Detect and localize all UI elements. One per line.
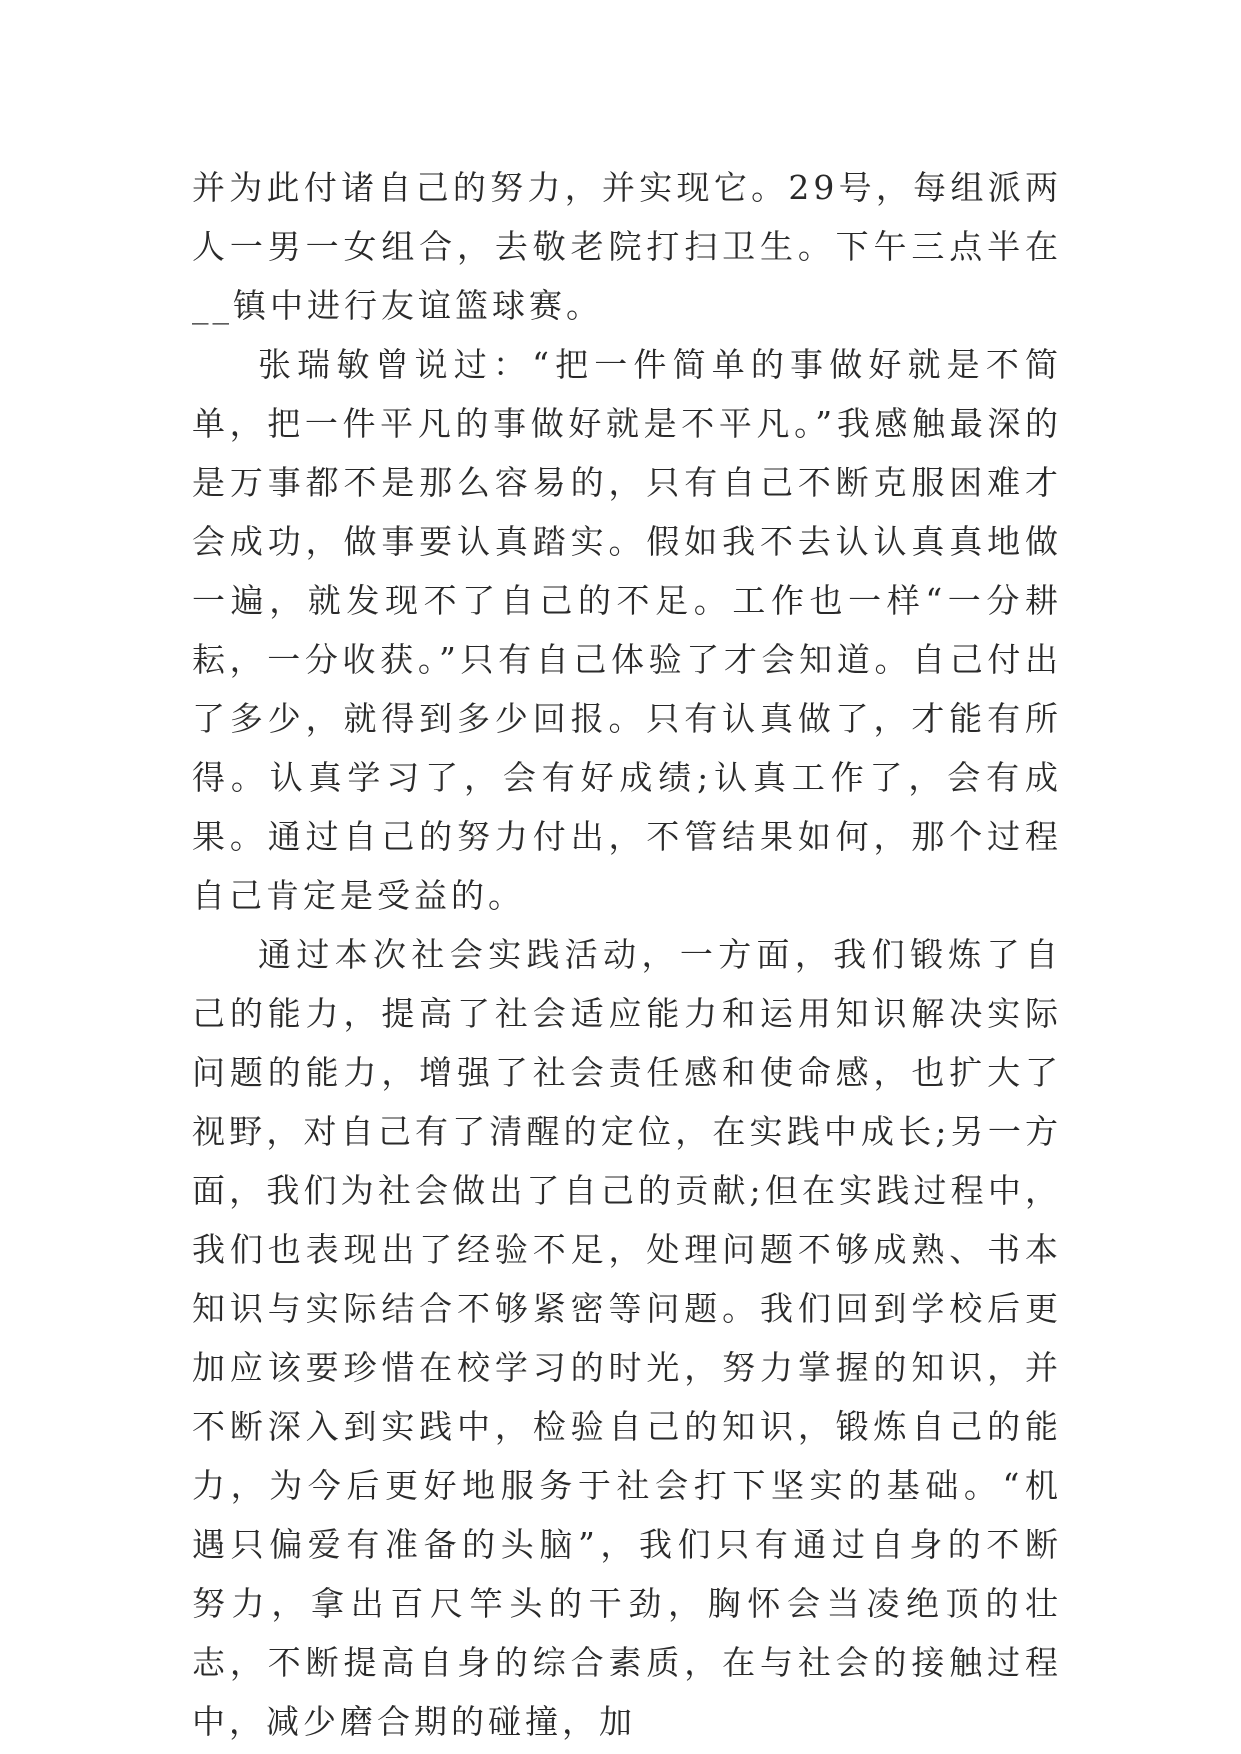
paragraph-zhang-ruimin-quote: 张瑞敏曾说过：“把一件简单的事做好就是不简单，把一件平凡的事做好就是不平凡。”我感触最深的是万事都不是那么容易的，只有自己不断克服困难才会成功，做事要认真踏实。假如我不去认认真真地做一遍，就发现不了自己的不足。工作也一样“一分耕耘，一分收获。”只有自己体验了才会知道。自己付出了多少，就得到多少回报。只有认真做了，才能有所得。认真学习了，会有好成绩;认真工作了，会有成果。通过自己的努力付出，不管结果如何，那个过程自己肯定是受益的。 [192,345,1062,915]
paragraph-social-practice-summary: 通过本次社会实践活动，一方面，我们锻炼了自己的能力，提高了社会适应能力和运用知识解决实际问题的能力，增强了社会责任感和使命感，也扩大了视野，对自己有了清醒的定位，在实践中成长;另一方面，我们为社会做出了自己的贡献;但在实践过程中，我们也表现出了经验不足，处理问题不够成熟、书本知识与实际结合不够紧密等问题。我们回到学校后更加应该要珍惜在校学习的时光，努力掌握的知识，并不断深入到实践中，检验自己的知识，锻炼自己的能力，为今后更好地服务于社会打下坚实的基础。“机遇只偏爱有准备的头脑”，我们只有通过自身的不断努力，拿出百尺竿头的干劲，胸怀会当凌绝顶的壮志，不断提高自身的综合素质，在与社会的接触过程中，减少磨合期的碰撞，加 [192,935,1062,1741]
paragraph-continuation: 并为此付诸自己的努力，并实现它。29号，每组派两人一男一女组合，去敬老院打扫卫生。下午三点半在__镇中进行友谊篮球赛。 [192,168,1062,325]
document-body [192,158,1062,1751]
